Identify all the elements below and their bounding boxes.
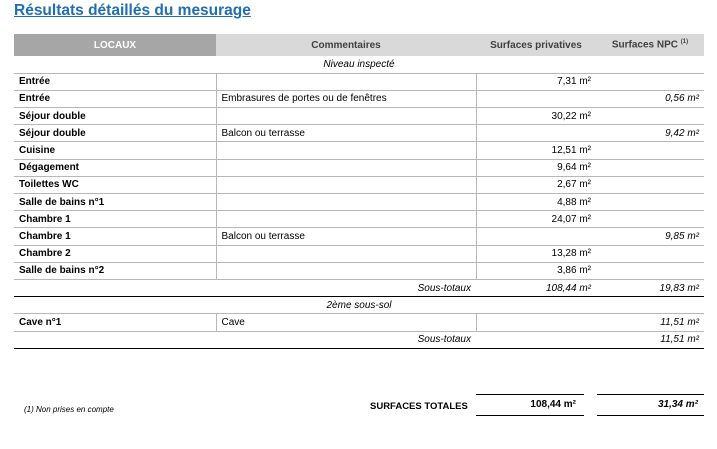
subtotal-label: Sous-totaux <box>216 279 476 296</box>
table-row <box>14 90 704 107</box>
cell-npc: 11,51 m² <box>596 314 704 331</box>
section-header-row <box>14 56 704 73</box>
cell-local: Salle de bains n°2 <box>14 262 216 279</box>
subtotal-row <box>14 331 704 348</box>
cell-privative: 4,88 m² <box>476 194 596 211</box>
cell-privative: 13,28 m² <box>476 245 596 262</box>
cell-local: Séjour double <box>14 125 216 142</box>
cell-npc <box>596 194 704 211</box>
cell-privative: 12,51 m² <box>476 142 596 159</box>
footnote: (1) Non prises en compte <box>24 405 114 414</box>
table-row <box>14 262 704 279</box>
totals-npc: 31,34 m² <box>597 394 704 416</box>
table-row <box>14 211 704 228</box>
cell-comment <box>216 245 476 262</box>
cell-comment <box>216 159 476 176</box>
cell-npc <box>596 262 704 279</box>
subtotal-npc: 11,51 m² <box>596 331 704 348</box>
subtotal-privative: 108,44 m² <box>476 279 596 296</box>
cell-comment <box>216 108 476 125</box>
cell-npc: 9,85 m² <box>596 228 704 245</box>
cell-privative: 9,64 m² <box>476 159 596 176</box>
table-row <box>14 125 704 142</box>
subtotal-npc: 19,83 m² <box>596 279 704 296</box>
subtotal-spacer <box>14 279 216 296</box>
section-title: 2ème sous-sol <box>14 297 704 314</box>
cell-local: Séjour double <box>14 108 216 125</box>
cell-comment <box>216 194 476 211</box>
table-body <box>14 56 704 348</box>
header-locaux: LOCAUX <box>14 34 216 56</box>
cell-comment: Balcon ou terrasse <box>216 125 476 142</box>
cell-local: Salle de bains n°1 <box>14 194 216 211</box>
header-npc-label: Surfaces NPC <box>611 39 678 51</box>
cell-privative: 24,07 m² <box>476 211 596 228</box>
subtotal-label: Sous-totaux <box>216 331 476 348</box>
cell-npc <box>596 73 704 90</box>
page-title: Résultats détaillés du mesurage <box>14 2 251 19</box>
cell-privative: 7,31 m² <box>476 73 596 90</box>
table-row <box>14 228 704 245</box>
cell-npc: 0,56 m² <box>596 90 704 107</box>
cell-comment: Balcon ou terrasse <box>216 228 476 245</box>
table-row <box>14 245 704 262</box>
cell-privative <box>476 125 596 142</box>
cell-privative: 2,67 m² <box>476 176 596 193</box>
cell-npc <box>596 159 704 176</box>
cell-local: Toilettes WC <box>14 176 216 193</box>
cell-npc <box>596 245 704 262</box>
measurement-table <box>14 34 704 349</box>
table-row <box>14 108 704 125</box>
cell-privative <box>476 314 596 331</box>
cell-local: Dégagement <box>14 159 216 176</box>
cell-comment <box>216 176 476 193</box>
cell-local: Entrée <box>14 90 216 107</box>
cell-comment <box>216 262 476 279</box>
header-npc <box>596 34 704 56</box>
cell-npc: 9,42 m² <box>596 125 704 142</box>
cell-local: Chambre 1 <box>14 211 216 228</box>
cell-privative: 3,86 m² <box>476 262 596 279</box>
subtotal-spacer <box>14 331 216 348</box>
totals-label: SURFACES TOTALES <box>370 401 468 412</box>
cell-comment <box>216 211 476 228</box>
cell-comment: Cave <box>216 314 476 331</box>
cell-npc <box>596 211 704 228</box>
cell-local: Chambre 1 <box>14 228 216 245</box>
cell-local: Entrée <box>14 73 216 90</box>
subtotal-row <box>14 279 704 296</box>
table-row <box>14 194 704 211</box>
cell-npc <box>596 108 704 125</box>
table-row <box>14 159 704 176</box>
section-header-row <box>14 297 704 314</box>
table-row <box>14 142 704 159</box>
table-row <box>14 314 704 331</box>
table-row <box>14 73 704 90</box>
cell-privative: 30,22 m² <box>476 108 596 125</box>
cell-privative <box>476 228 596 245</box>
cell-comment <box>216 142 476 159</box>
cell-local: Cuisine <box>14 142 216 159</box>
cell-npc <box>596 176 704 193</box>
table-header-row <box>14 34 704 56</box>
subtotal-privative <box>476 331 596 348</box>
header-privatives: Surfaces privatives <box>476 34 596 56</box>
cell-npc <box>596 142 704 159</box>
header-npc-footnote-ref: (1) <box>680 39 689 46</box>
cell-comment: Embrasures de portes ou de fenêtres <box>216 90 476 107</box>
cell-local: Cave n°1 <box>14 314 216 331</box>
header-commentaires: Commentaires <box>216 34 476 56</box>
cell-local: Chambre 2 <box>14 245 216 262</box>
cell-privative <box>476 90 596 107</box>
totals-privative: 108,44 m² <box>476 394 584 416</box>
table-row <box>14 176 704 193</box>
cell-comment <box>216 73 476 90</box>
section-title: Niveau inspecté <box>14 56 704 73</box>
